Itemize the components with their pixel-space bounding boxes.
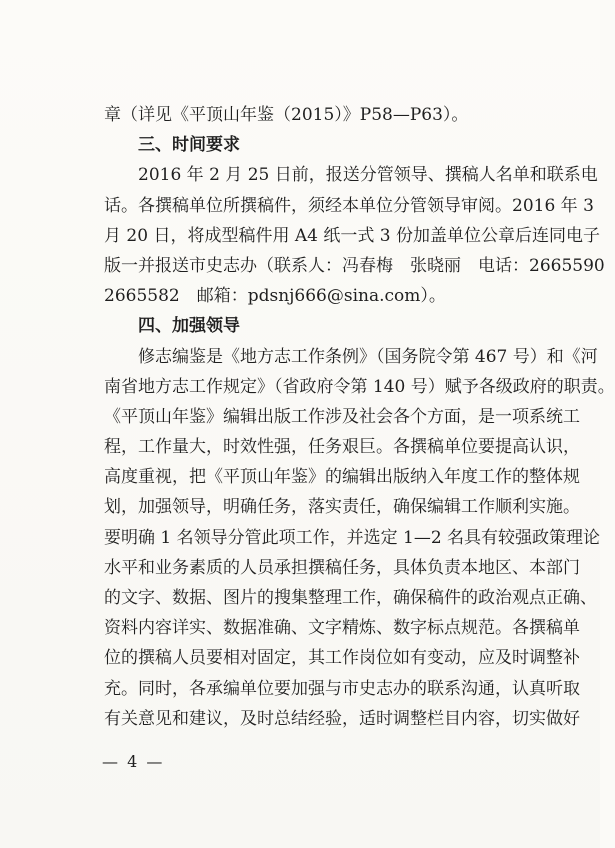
document-body <box>104 100 615 734</box>
page-number: — 4 — <box>102 752 165 771</box>
text-line: 《平顶山年鉴》编辑出版工作涉及社会各个方面，是一项系统工 <box>104 406 580 427</box>
text-line: 南省地方志工作规定》（省政府令第 140 号）赋予各级政府的职责。 <box>104 376 615 397</box>
text-line: 的文字、数据、图片的搜集整理工作，确保稿件的政治观点正确、 <box>104 588 597 608</box>
text-line: 2016 年 2 月 25 日前，报送分管领导、撰稿人名单和联系电 <box>138 165 598 186</box>
text-line: 水平和业务素质的人员承担撰稿任务，具体负责本地区、本部门 <box>104 557 580 578</box>
text-line: 2665582 邮箱：pdsnj666@sina.com）。 <box>104 286 446 307</box>
text-line: 充。同时，各承编单位要加强与市史志办的联系沟通，认真听取 <box>104 678 580 699</box>
text-line: 程，工作量大，时效性强，任务艰巨。各撰稿单位要提高认识， <box>104 437 580 458</box>
text-line: 要明确 1 名领导分管此项工作，并选定 1—2 名具有较强政策理论 <box>104 527 601 548</box>
text-line: 有关意见和建议，及时总结经验，适时调整栏目内容，切实做好 <box>104 708 580 729</box>
text-line: 月 20 日，将成型稿件用 A4 纸一式 3 份加盖单位公章后连同电子 <box>104 225 600 246</box>
text-line: 资料内容详实、数据准确、文字精炼、数字标点规范。各撰稿单 <box>104 618 580 639</box>
text-line: 划，加强领导，明确任务，落实责任，确保编辑工作顺利实施。 <box>104 497 580 518</box>
text-line: 版一并报送市史志办（联系人：冯春梅 张晓丽 电话：2665590 <box>104 255 605 276</box>
section-heading-time: 三、时间要求 <box>138 135 240 156</box>
section-heading-leadership: 四、加强领导 <box>138 316 240 337</box>
text-line: 修志编鉴是《地方志工作条例》（国务院令第 467 号）和《河 <box>138 346 598 367</box>
text-line: 章（详见《平顶山年鉴（2015）》P58—P63）。 <box>104 105 469 125</box>
text-line: 话。各撰稿单位所撰稿件，须经本单位分管领导审阅。2016 年 3 <box>104 195 594 216</box>
text-line: 高度重视，把《平顶山年鉴》的编辑出版纳入年度工作的整体规 <box>104 467 580 488</box>
text-line: 位的撰稿人员要相对固定，其工作岗位如有变动，应及时调整补 <box>104 648 580 669</box>
